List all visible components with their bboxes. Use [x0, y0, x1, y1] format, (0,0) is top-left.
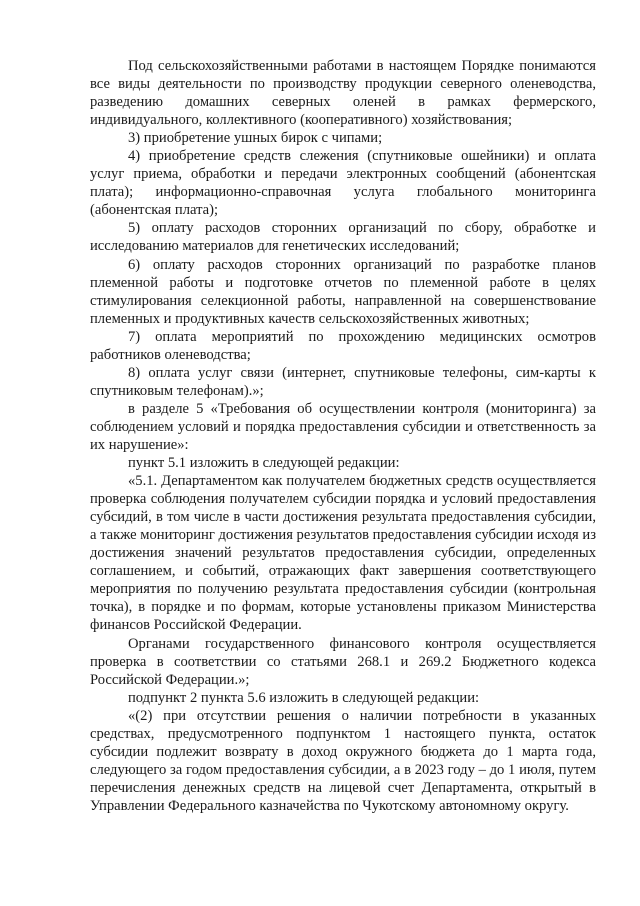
paragraph-state-financial-control: Органами государственного финансового контроля осуществляется проверка в соответствии со статьями 268.1 и 269.2 Бюджетного кодекса Российской Федерации.»;	[90, 635, 596, 688]
paragraph-section-5-heading: в разделе 5 «Требования об осуществлении контроля (мониторинга) за соблюдением условий и порядка предоставления субсидии и ответственность за их нарушение»:	[90, 400, 596, 453]
paragraph-item-7-medical-exams: 7) оплата мероприятий по прохождению медицинских осмотров работников оленеводства;	[90, 328, 596, 363]
paragraph-item-3-ear-tags: 3) приобретение ушных бирок с чипами;	[128, 130, 383, 147]
paragraph-item-6-breeding-plans: 6) оплату расходов сторонних организаций по разработке планов племенной работы и подготовке отчетов по племенной работе в целях стимулирования селекционной работы, направленной на совершенствование племенных и продуктивных качеств сельскохозяйственных животных;	[90, 256, 596, 327]
paragraph-point-5-1-intro: пункт 5.1 изложить в следующей редакции:	[128, 455, 400, 472]
paragraph-subpoint-2-intro: подпункт 2 пункта 5.6 изложить в следующей редакции:	[128, 689, 480, 706]
paragraph-subpoint-2-text: «(2) при отсутствии решения о наличии потребности в указанных средствах, предусмотренного подпунктом 1 настоящего пункта, остаток субсидии подлежит возврату в доход окружного бюджета до 1 марта года, следующего за годом предоставления субсидии, а в 2023 году – до 1 июля, путем перечисления денежных средств на лицевой счет Департамента, открытый в Управлении Федерального казначейства по Чукотскому автономному округу.	[90, 707, 596, 814]
paragraph-item-4-tracking-devices: 4) приобретение средств слежения (спутниковые ошейники) и оплата услуг приема, обработки и передачи электронных сообщений (абонентская плата); информационно-справочная услуга глобального мониторинга (абонентская плата);	[90, 148, 596, 219]
document-page	[90, 57, 596, 815]
paragraph-point-5-1-text: «5.1. Департаментом как получателем бюджетных средств осуществляется проверка соблюдения получателем субсидии порядка и условий предоставления субсидий, в том числе в части достижения результата предоставления субсидии, а также мониторинг достижения результатов предоставления субсидии исходя из достижения значений результатов предоставления субсидии, определенных соглашением, и событий, отражающих факт завершения соответствующего мероприятия по получению результата предоставления субсидии (контрольная точка), в порядке и по формам, которые установлены приказом Министерства финансов Российской Федерации.	[90, 473, 596, 634]
paragraph-agricultural-works-definition: Под сельскохозяйственными работами в настоящем Порядке понимаются все виды деятельности по производству продукции северного оленеводства, разведению домашних северных оленей в рамках фермерского, индивидуального, коллективного (кооперативного) хозяйствования;	[90, 58, 596, 129]
paragraph-item-5-genetic-research: 5) оплату расходов сторонних организаций по сбору, обработке и исследованию материалов для генетических исследований;	[90, 220, 596, 255]
paragraph-item-8-communication-services: 8) оплата услуг связи (интернет, спутниковые телефоны, сим-карты к спутниковым телефонам).»;	[90, 364, 596, 399]
